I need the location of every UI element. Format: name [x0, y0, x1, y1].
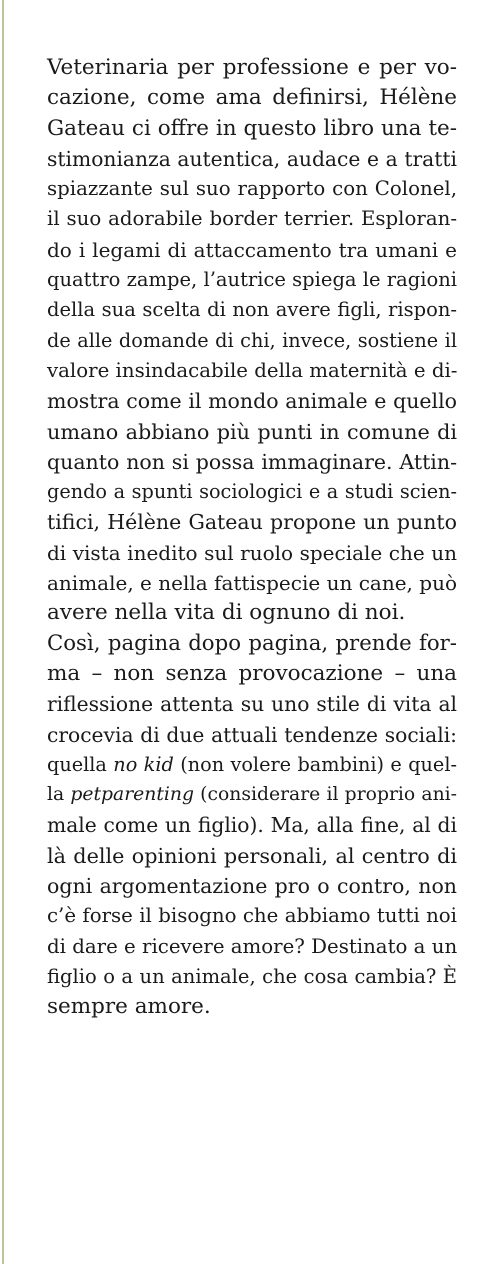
italic-term-no-kid: no kid [113, 752, 174, 776]
text-line: animale, e nella fattispecie un cane, può [47, 571, 457, 596]
text-line: valore insindacabile della maternità e di- [47, 358, 458, 382]
text-line: quattro zampe, l’autrice spiega le ragioni [47, 268, 457, 292]
text-line: tifici, Hélène Gateau propone un punto [47, 510, 457, 535]
text-line: avere nella vita di ognuno di noi. [47, 600, 406, 626]
paragraph-2 [47, 629, 457, 1023]
text-line: di vista inedito sul ruolo speciale che un [47, 540, 457, 565]
paragraph-1 [47, 53, 457, 629]
text-run: quella [47, 752, 114, 776]
text-line: Veterinaria per professione e per vo- [47, 55, 457, 80]
text-line: Gateau ci offre in questo libro una te- [47, 115, 457, 141]
text-line: male come un figlio). Ma, alla fine, al di [47, 813, 457, 838]
text-line: ma – non senza provocazione – una [47, 660, 457, 686]
text-line: il suo adorabile border terrier. Esploran- [47, 207, 457, 231]
text-line: di dare e ricevere amore? Destinato a un [47, 934, 458, 958]
italic-term-petparenting: petparenting [70, 784, 194, 806]
text-line: della sua scelta di non avere figli, rispon- [47, 298, 457, 322]
text-run: la [47, 784, 71, 806]
text-line: c’è forse il bisogno che abbiamo tutti noi [47, 904, 457, 928]
text-line: gendo a spunti sociologici e a studi scien- [47, 480, 457, 504]
text-line: do i legami di attaccamento tra umani e [47, 237, 457, 262]
text-line: riflessione attenta su uno stile di vita al [47, 692, 457, 717]
blurb-text [47, 53, 457, 1023]
text-line: de alle domande di chi, invece, sostiene il [47, 328, 457, 352]
text-line: ogni argomentazione pro o contro, non [47, 874, 457, 899]
text-line: là delle opinioni personali, al centro di [47, 843, 457, 868]
text-line: Così, pagina dopo pagina, prende for- [47, 630, 457, 656]
text-line: spiazzante sul suo rapporto con Colonel, [47, 177, 457, 201]
text-run: (considerare il proprio ani- [193, 784, 457, 806]
text-line: mostra come il mondo animale e quello [47, 389, 457, 414]
page-edge-line [2, 0, 4, 1264]
text-line-mixed [47, 780, 457, 810]
text-line: sempre amore. [47, 994, 211, 1020]
text-line: umano abbiano più punti in comune di [47, 419, 457, 444]
text-line-mixed [47, 750, 457, 780]
text-line: crocevia di due attuali tendenze sociali: [47, 722, 457, 747]
text-line: stimonianza autentica, audace e a tratti [47, 146, 457, 171]
text-line: figlio o a un animale, che cosa cambia? È [47, 964, 457, 988]
text-run: (non volere bambini) e quel- [173, 752, 457, 776]
text-line: cazione, come ama definirsi, Hélène [47, 85, 457, 111]
text-line: quanto non si possa immaginare. Attin- [47, 449, 457, 474]
